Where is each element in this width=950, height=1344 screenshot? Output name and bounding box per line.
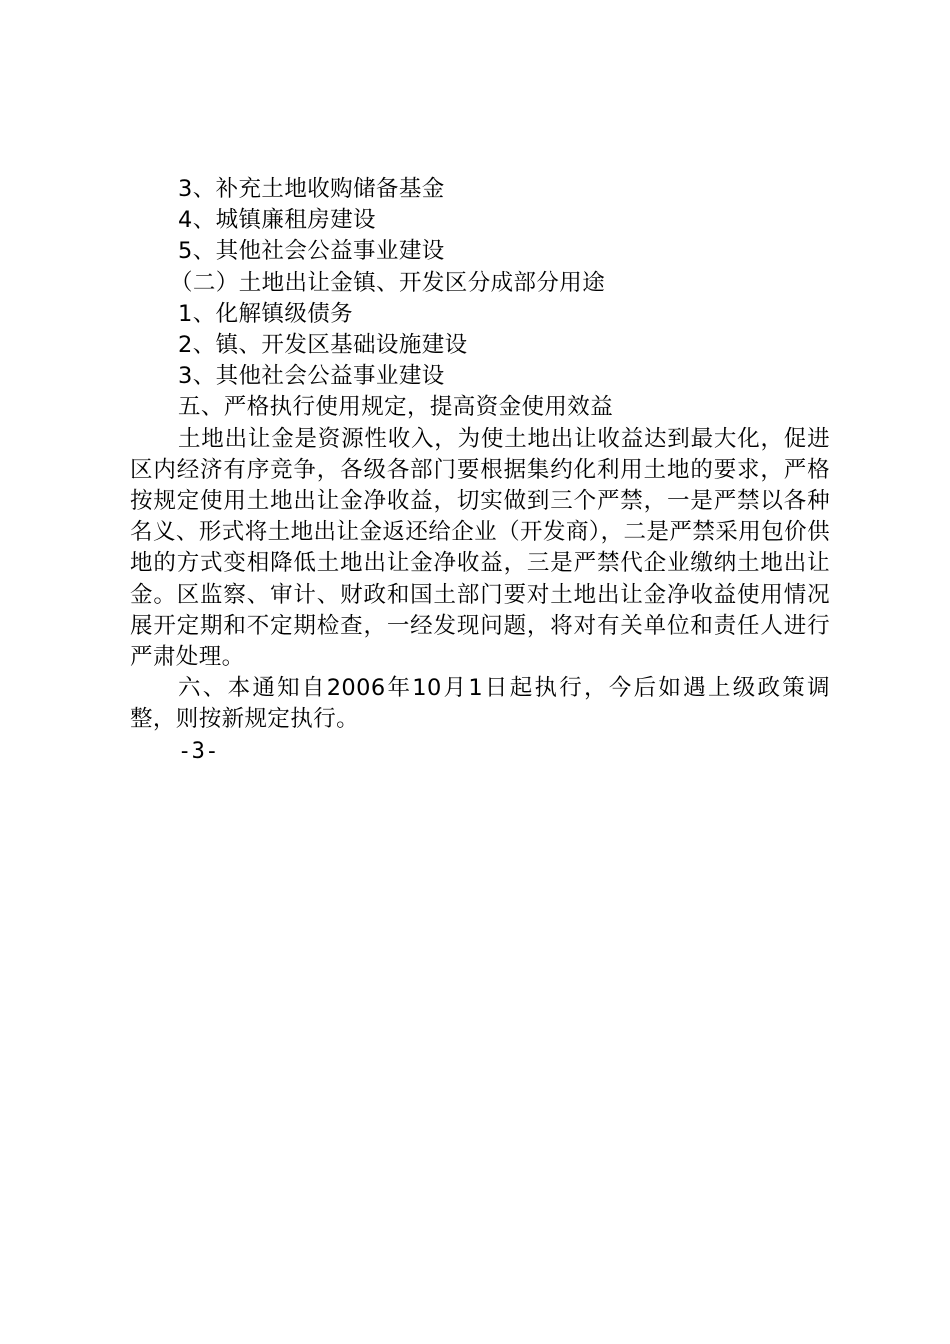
list-item-town-debt: 1、化解镇级债务 xyxy=(178,300,354,327)
document-body xyxy=(130,174,830,767)
section-heading-town-share: （二）土地出让金镇、开发区分成部分用途 xyxy=(170,269,606,296)
list-item-public-welfare: 5、其他社会公益事业建设 xyxy=(178,238,445,265)
list-item-public-welfare-2: 3、其他社会公益事业建设 xyxy=(178,363,445,390)
section-heading-usage-rules: 五、严格执行使用规定，提高资金使用效益 xyxy=(178,394,614,421)
paragraph-effective-date: 六、本通知自2006年10月1日起执行，今后如遇上级政策调整，则按新规定执行。 xyxy=(130,675,830,733)
paragraph-usage-rules: 土地出让金是资源性收入，为使土地出让收益达到最大化，促进区内经济有序竞争，各级各部门要根据集约化利用土地的要求，严格按规定使用土地出让金净收益，切实做到三个严禁，一是严禁以各种名义、形式将土地出让金返还给企业（开发商），二是严禁采用包价供地的方式变相降低土地出让金净收益，三是严禁代企业缴纳土地出让金。区监察、审计、财政和国土部门要对土地出让金净收益使用情况展开定期和不定期检查，一经发现问题，将对有关单位和责任人进行严肃处理。 xyxy=(130,425,830,670)
page-number: -3- xyxy=(178,738,219,764)
list-item-infrastructure: 2、镇、开发区基础设施建设 xyxy=(178,331,468,358)
list-item-low-rent-housing: 4、城镇廉租房建设 xyxy=(178,207,376,234)
list-item-land-reserve-fund: 3、补充土地收购储备基金 xyxy=(178,176,445,202)
